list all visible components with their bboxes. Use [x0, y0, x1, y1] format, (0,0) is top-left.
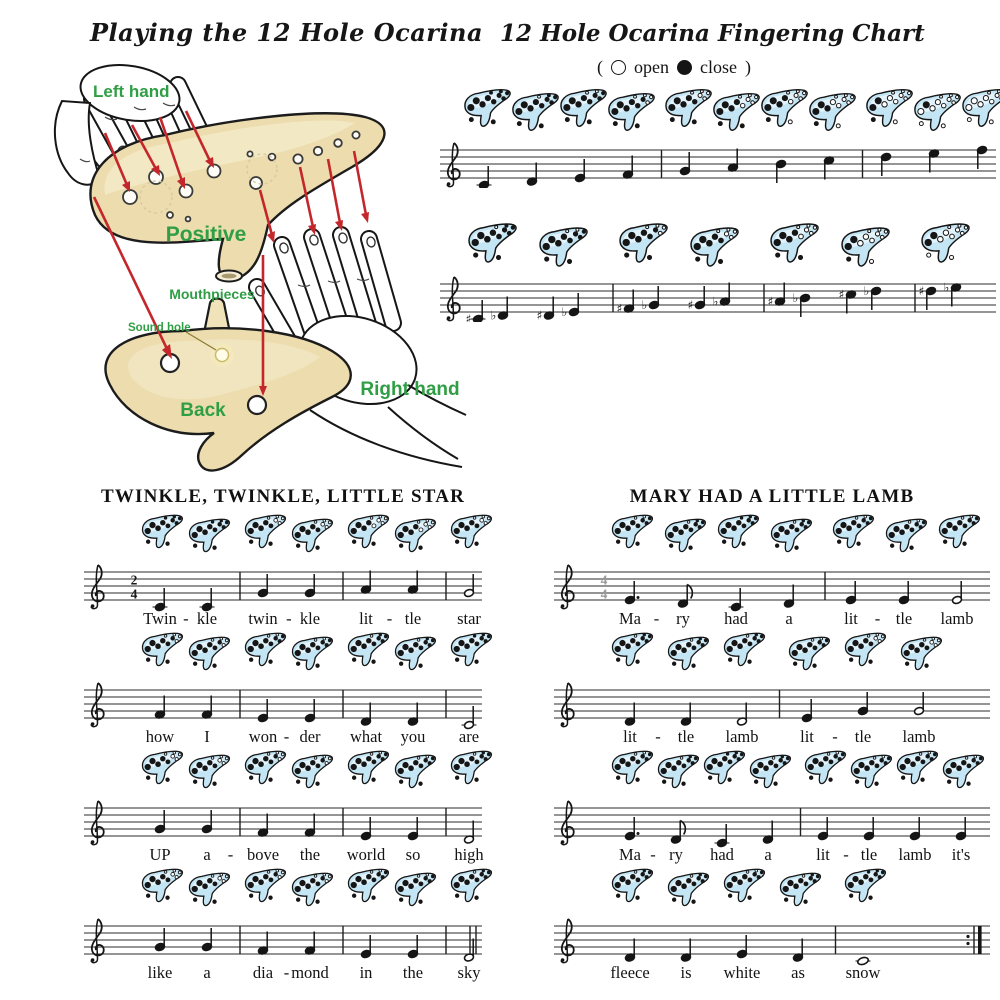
svg-text:2: 2 — [130, 572, 138, 588]
note — [793, 291, 811, 317]
lyric-syllable: Ma — [619, 845, 641, 864]
lyric-syllable: UP — [149, 845, 171, 864]
fingering-chart-title: 12 Hole Ocarina Fingering Chart — [500, 20, 925, 47]
lyric-syllable: tle — [860, 845, 878, 864]
note — [408, 703, 419, 727]
lyric-syllable: in — [359, 963, 373, 982]
ocarina-fingering-icon — [710, 90, 762, 133]
ocarina-fingering-icon — [139, 512, 185, 550]
note — [737, 703, 748, 727]
ocarina-fingering-icon — [609, 630, 655, 668]
song-line — [552, 866, 992, 984]
note — [361, 571, 372, 595]
ocarina-row — [552, 630, 992, 680]
ocarina-fingering-icon — [701, 748, 747, 786]
lyric-syllable: lit — [800, 727, 814, 746]
lyric-syllable: lamb — [725, 727, 759, 746]
ocarina-fingering-icon — [883, 516, 929, 554]
ocarina-fingering-icon — [186, 516, 232, 554]
music-staff — [82, 680, 484, 748]
lyric-syllable: lit — [623, 727, 637, 746]
mouthpieces-label: Mouthpieces — [169, 286, 255, 302]
lyric-syllable: it's — [951, 845, 971, 864]
ocarina-fingering-icon — [139, 630, 185, 668]
svg-text:♯: ♯ — [767, 294, 774, 309]
ocarina-row — [438, 86, 1000, 140]
ocarina-row — [552, 512, 992, 562]
ocarina-fingering-icon — [747, 752, 793, 790]
lyric-syllable: - — [183, 609, 189, 628]
note — [617, 290, 635, 316]
ocarina-fingering-icon — [863, 86, 915, 129]
ocarina-fingering-icon — [665, 870, 711, 908]
ocarina-fingering-icon — [609, 748, 655, 786]
svg-text:4: 4 — [130, 586, 138, 602]
lyric-syllable: as — [791, 963, 805, 982]
ocarina-fingering-icon — [345, 748, 391, 786]
hand-position-illustration — [10, 55, 468, 485]
song-line — [552, 748, 992, 866]
lyric-syllable: a — [785, 609, 793, 628]
note — [537, 297, 555, 323]
ocarina-fingering-icon — [936, 512, 982, 550]
note — [491, 297, 509, 323]
legend-close-paren: ) — [744, 57, 751, 77]
lyric-syllable: fleece — [610, 963, 650, 982]
fingering-chart-row-accidentals — [438, 220, 1000, 327]
lyric-syllable: a — [203, 963, 211, 982]
song-line — [82, 512, 484, 630]
ocarina-fingering-icon — [392, 870, 438, 908]
lyric-syllable: how — [145, 727, 175, 746]
music-staff — [552, 916, 992, 984]
lyric-syllable: star — [457, 609, 481, 628]
lyric-syllable: lit — [844, 609, 858, 628]
note — [824, 156, 835, 180]
ocarina-fingering-icon — [715, 512, 761, 550]
ocarina-fingering-icon — [289, 752, 335, 790]
left-hand-label: Left hand — [93, 82, 170, 101]
ocarina-row — [82, 748, 484, 798]
lyric-syllable: had — [710, 845, 734, 864]
ocarina-fingering-icon — [662, 86, 714, 129]
ocarina-fingering-icon — [186, 634, 232, 672]
lyric-syllable: tle — [677, 727, 695, 746]
lyric-syllable: - — [655, 727, 661, 746]
music-staff — [82, 562, 484, 630]
note — [202, 696, 213, 720]
ocarina-fingering-icon — [777, 870, 823, 908]
svg-text:♯: ♯ — [536, 308, 543, 322]
ocarina-row — [82, 512, 484, 562]
ocarina-fingering-icon — [448, 512, 494, 550]
note — [361, 703, 372, 727]
svg-text:♯: ♯ — [918, 284, 925, 298]
note — [625, 703, 636, 727]
music-staff — [438, 140, 998, 188]
ocarina-fingering-icon — [830, 512, 876, 550]
song-twinkle-twinkle — [82, 486, 484, 984]
song-title: TWINKLE, TWINKLE, LITTLE STAR — [100, 486, 466, 507]
note — [793, 939, 804, 963]
lyric-syllable: high — [454, 845, 484, 864]
lyric-syllable: - — [286, 609, 292, 628]
lyric-syllable: snow — [845, 963, 881, 982]
ocarina-fingering-icon — [289, 634, 335, 672]
note — [477, 166, 492, 188]
fingering-chart-row-naturals — [438, 86, 1000, 193]
lyric-syllable: the — [402, 963, 424, 982]
page-title: Playing the 12 Hole Ocarina — [90, 18, 484, 47]
note — [305, 932, 316, 956]
sound-hole-label: Sound hole — [128, 322, 191, 334]
ocarina-fingering-icon — [721, 866, 767, 904]
ocarina-fingering-icon — [242, 866, 288, 904]
closed-hole-icon — [677, 60, 692, 75]
svg-text:4: 4 — [600, 572, 608, 588]
ocarina-fingering-icon — [465, 220, 519, 265]
ocarina-fingering-icon — [894, 748, 940, 786]
note — [763, 821, 774, 845]
note — [678, 585, 693, 609]
svg-text:♭: ♭ — [561, 305, 568, 319]
ocarina-fingering-icon — [242, 748, 288, 786]
svg-text:♯: ♯ — [687, 298, 694, 312]
positive-label: Positive — [165, 223, 247, 246]
lyric-syllable: - — [227, 845, 234, 864]
note — [155, 696, 166, 720]
ocarina-fingering-icon — [139, 748, 185, 786]
ocarina-fingering-icon — [721, 630, 767, 668]
note — [671, 821, 686, 845]
lyric-syllable: Ma — [619, 609, 641, 628]
note — [864, 284, 882, 310]
legend-open-label: open — [634, 57, 669, 77]
legend — [597, 57, 751, 78]
lyric-syllable: mond — [291, 963, 329, 982]
ocarina-fingering-icon — [242, 630, 288, 668]
ocarina-fingering-icon — [838, 224, 892, 269]
song-line — [82, 748, 484, 866]
lyric-syllable: - — [386, 609, 393, 628]
lyric-syllable: der — [299, 727, 321, 746]
lyric-syllable: kle — [196, 609, 218, 628]
lyric-syllable: - — [874, 609, 881, 628]
note — [929, 149, 940, 173]
ocarina-fingering-icon — [392, 516, 438, 554]
ocarina-fingering-icon — [557, 86, 609, 129]
lyric-syllable: lamb — [898, 845, 932, 864]
ocarina-row — [552, 866, 992, 916]
note — [784, 585, 795, 609]
song-line — [552, 512, 992, 630]
music-staff — [552, 680, 992, 748]
lyric-syllable: a — [764, 845, 772, 864]
ocarina-fingering-icon — [448, 748, 494, 786]
lyric-syllable: tle — [854, 727, 872, 746]
lyric-syllable: - — [283, 963, 290, 982]
song-title: MARY HAD A LITTLE LAMB — [629, 486, 915, 507]
lyric-syllable: kle — [299, 609, 321, 628]
svg-text:♭: ♭ — [712, 294, 719, 309]
ocarina-fingering-icon — [842, 630, 888, 668]
lyric-syllable: - — [653, 609, 660, 628]
note — [464, 939, 475, 963]
ocarina-fingering-icon — [392, 752, 438, 790]
ocarina-fingering-icon — [609, 866, 655, 904]
song-line — [82, 630, 484, 748]
ocarina-fingering-icon — [662, 516, 708, 554]
ocarina-fingering-icon — [536, 224, 590, 269]
ocarina-fingering-icon — [802, 748, 848, 786]
ocarina-fingering-icon — [898, 634, 944, 672]
lyric-syllable: lit — [816, 845, 830, 864]
lyric-syllable: what — [349, 727, 383, 746]
note — [466, 300, 486, 322]
ocarina-fingering-icon — [758, 86, 810, 129]
lyric-syllable: Twin — [143, 609, 177, 628]
ocarina-fingering-icon — [186, 752, 232, 790]
ocarina-fingering-icon — [687, 224, 741, 269]
ocarina-fingering-icon — [448, 866, 494, 904]
legend-close-label: close — [700, 57, 737, 77]
ocarina-fingering-icon — [345, 866, 391, 904]
lyric-syllable: world — [346, 845, 386, 864]
lyric-syllable: bove — [246, 845, 280, 864]
svg-text:♭: ♭ — [641, 298, 648, 312]
ocarina-fingering-icon — [806, 90, 858, 133]
lyric-syllable: had — [724, 609, 748, 628]
svg-text:4: 4 — [600, 586, 608, 602]
song-line — [82, 866, 484, 984]
right-hand-label: Right hand — [360, 379, 460, 400]
ocarina-fingering-icon — [139, 866, 185, 904]
svg-text:♭: ♭ — [490, 308, 497, 322]
ocarina-fingering-icon — [848, 752, 894, 790]
ocarina-fingering-icon — [345, 630, 391, 668]
music-staff — [82, 798, 484, 866]
ocarina-row — [438, 220, 1000, 274]
open-hole-icon — [611, 60, 626, 75]
note — [464, 821, 475, 845]
ocarina-fingering-icon — [786, 634, 832, 672]
ocarina-fingering-icon — [605, 90, 657, 133]
ocarina-fingering-icon — [655, 752, 701, 790]
ocarina-fingering-icon — [911, 90, 963, 133]
lyric-syllable: sky — [457, 963, 481, 982]
note — [681, 703, 692, 727]
lyric-syllable: - — [843, 845, 849, 864]
ocarina-fingering-icon — [289, 516, 335, 554]
ocarina-fingering-icon — [768, 516, 814, 554]
lyric-syllable: - — [832, 727, 838, 746]
lyric-syllable: you — [400, 727, 426, 746]
svg-text:♯: ♯ — [838, 287, 845, 302]
note — [688, 286, 706, 312]
svg-text:♯: ♯ — [616, 301, 623, 316]
ocarina-fingering-icon — [767, 220, 821, 265]
lyric-syllable: won — [248, 727, 278, 746]
ocarina-row — [82, 630, 484, 680]
song-mary-had-a-little-lamb — [552, 486, 992, 984]
lyric-syllable: white — [723, 963, 761, 982]
ocarina-fingering-icon — [289, 870, 335, 908]
back-label: Back — [180, 400, 226, 421]
note — [562, 293, 580, 319]
note — [728, 149, 739, 173]
ocarina-fingering-icon — [959, 86, 1000, 129]
note — [642, 286, 660, 312]
lyric-syllable: - — [283, 727, 290, 746]
lyric-syllable: ry — [676, 609, 690, 628]
lyric-syllable: ry — [669, 845, 683, 864]
lyric-syllable: lit — [359, 609, 373, 628]
song-line — [552, 630, 992, 748]
ocarina-fingering-icon — [392, 634, 438, 672]
note — [408, 571, 419, 595]
note — [305, 814, 316, 838]
lyric-syllable: like — [147, 963, 173, 982]
note — [681, 939, 692, 963]
svg-text:♭: ♭ — [943, 280, 950, 295]
lyric-syllable: dia — [252, 963, 274, 982]
lyric-syllable: tle — [895, 609, 913, 628]
note — [768, 283, 786, 309]
lyric-syllable: tle — [404, 609, 422, 628]
lyric-syllable: are — [458, 727, 480, 746]
lyric-syllable: is — [680, 963, 692, 982]
lyric-syllable: - — [650, 845, 656, 864]
ocarina-fingering-icon — [842, 866, 888, 904]
svg-text:♭: ♭ — [863, 284, 870, 298]
note — [258, 814, 269, 838]
music-staff — [552, 562, 992, 630]
note — [527, 163, 538, 187]
ocarina-fingering-icon — [940, 752, 986, 790]
ocarina-fingering-icon — [461, 86, 513, 129]
ocarina-row — [82, 866, 484, 916]
ocarina-fingering-icon — [345, 512, 391, 550]
svg-text:♭: ♭ — [792, 291, 799, 305]
lyric-syllable: so — [405, 845, 421, 864]
legend-open-paren: ( — [597, 57, 603, 77]
music-staff — [82, 916, 484, 984]
ocarina-row — [552, 748, 992, 798]
lyric-syllable: lamb — [902, 727, 936, 746]
note — [625, 939, 636, 963]
svg-text:♯: ♯ — [465, 312, 472, 322]
lyric-syllable: lamb — [940, 609, 974, 628]
lyric-syllable: I — [204, 727, 210, 746]
ocarina-fingering-icon — [448, 630, 494, 668]
ocarina-fingering-icon — [665, 634, 711, 672]
ocarina-fingering-icon — [242, 512, 288, 550]
lyric-syllable: a — [203, 845, 211, 864]
note — [623, 156, 634, 180]
note — [919, 284, 937, 310]
ocarina-fingering-icon — [918, 220, 972, 265]
ocarina-fingering-icon — [509, 90, 561, 133]
note — [713, 283, 731, 309]
lyric-syllable: the — [299, 845, 321, 864]
music-staff — [438, 274, 998, 322]
ocarina-fingering-icon — [186, 870, 232, 908]
lyric-syllable: twin — [248, 609, 278, 628]
note — [258, 932, 269, 956]
ocarina-fingering-icon — [609, 512, 655, 550]
music-staff — [552, 798, 992, 866]
ocarina-fingering-icon — [616, 220, 670, 265]
